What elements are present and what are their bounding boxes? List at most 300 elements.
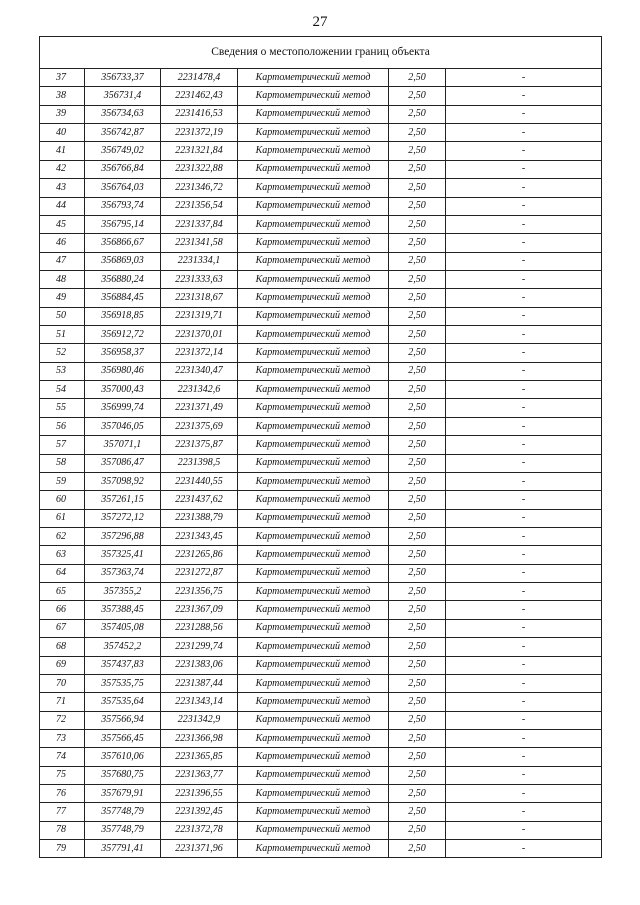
table-row — [40, 179, 602, 197]
table-row — [40, 399, 602, 417]
y-coordinate-cell: 2231392,45 — [161, 803, 238, 821]
point-number-cell: 76 — [40, 785, 85, 803]
method-cell: Картометрический метод — [238, 619, 389, 637]
y-coordinate-cell: 2231462,43 — [161, 87, 238, 105]
description-cell: - — [446, 307, 602, 325]
point-number-cell: 48 — [40, 270, 85, 288]
y-coordinate-cell: 2231272,87 — [161, 564, 238, 582]
x-coordinate-cell: 357098,92 — [85, 472, 161, 490]
accuracy-cell: 2,50 — [389, 674, 446, 692]
x-coordinate-cell: 357610,06 — [85, 748, 161, 766]
description-cell: - — [446, 399, 602, 417]
x-coordinate-cell: 356731,4 — [85, 87, 161, 105]
y-coordinate-cell: 2231372,19 — [161, 124, 238, 142]
point-number-cell: 57 — [40, 436, 85, 454]
method-cell: Картометрический метод — [238, 436, 389, 454]
point-number-cell: 72 — [40, 711, 85, 729]
y-coordinate-cell: 2231337,84 — [161, 215, 238, 233]
y-coordinate-cell: 2231372,78 — [161, 821, 238, 839]
description-cell: - — [446, 638, 602, 656]
description-cell: - — [446, 766, 602, 784]
y-coordinate-cell: 2231356,75 — [161, 583, 238, 601]
x-coordinate-cell: 356880,24 — [85, 270, 161, 288]
table-row — [40, 491, 602, 509]
x-coordinate-cell: 357363,74 — [85, 564, 161, 582]
point-number-cell: 52 — [40, 344, 85, 362]
y-coordinate-cell: 2231343,14 — [161, 693, 238, 711]
accuracy-cell: 2,50 — [389, 472, 446, 490]
accuracy-cell: 2,50 — [389, 583, 446, 601]
x-coordinate-cell: 356999,74 — [85, 399, 161, 417]
y-coordinate-cell: 2231398,5 — [161, 454, 238, 472]
description-cell: - — [446, 527, 602, 545]
table-row — [40, 234, 602, 252]
accuracy-cell: 2,50 — [389, 693, 446, 711]
accuracy-cell: 2,50 — [389, 234, 446, 252]
table-caption: Сведения о местоположении границ объекта — [40, 37, 602, 69]
accuracy-cell: 2,50 — [389, 399, 446, 417]
accuracy-cell: 2,50 — [389, 270, 446, 288]
y-coordinate-cell: 2231367,09 — [161, 601, 238, 619]
point-number-cell: 66 — [40, 601, 85, 619]
method-cell: Картометрический метод — [238, 381, 389, 399]
method-cell: Картометрический метод — [238, 234, 389, 252]
method-cell: Картометрический метод — [238, 601, 389, 619]
description-cell: - — [446, 840, 602, 858]
point-number-cell: 74 — [40, 748, 85, 766]
description-cell: - — [446, 583, 602, 601]
table-row — [40, 454, 602, 472]
table-row — [40, 160, 602, 178]
y-coordinate-cell: 2231265,86 — [161, 546, 238, 564]
accuracy-cell: 2,50 — [389, 840, 446, 858]
description-cell: - — [446, 693, 602, 711]
method-cell: Картометрический метод — [238, 840, 389, 858]
point-number-cell: 73 — [40, 729, 85, 747]
y-coordinate-cell: 2231396,55 — [161, 785, 238, 803]
accuracy-cell: 2,50 — [389, 803, 446, 821]
y-coordinate-cell: 2231334,1 — [161, 252, 238, 270]
method-cell: Картометрический метод — [238, 307, 389, 325]
y-coordinate-cell: 2231388,79 — [161, 509, 238, 527]
method-cell: Картометрический метод — [238, 270, 389, 288]
x-coordinate-cell: 356793,74 — [85, 197, 161, 215]
accuracy-cell: 2,50 — [389, 417, 446, 435]
point-number-cell: 79 — [40, 840, 85, 858]
table-row — [40, 87, 602, 105]
point-number-cell: 75 — [40, 766, 85, 784]
table-row — [40, 417, 602, 435]
method-cell: Картометрический метод — [238, 105, 389, 123]
point-number-cell: 60 — [40, 491, 85, 509]
accuracy-cell: 2,50 — [389, 491, 446, 509]
accuracy-cell: 2,50 — [389, 326, 446, 344]
description-cell: - — [446, 748, 602, 766]
method-cell: Картометрический метод — [238, 766, 389, 784]
method-cell: Картометрический метод — [238, 748, 389, 766]
description-cell: - — [446, 564, 602, 582]
method-cell: Картометрический метод — [238, 546, 389, 564]
point-number-cell: 67 — [40, 619, 85, 637]
point-number-cell: 42 — [40, 160, 85, 178]
accuracy-cell: 2,50 — [389, 546, 446, 564]
table-row — [40, 270, 602, 288]
y-coordinate-cell: 2231322,88 — [161, 160, 238, 178]
description-cell: - — [446, 546, 602, 564]
x-coordinate-cell: 357272,12 — [85, 509, 161, 527]
accuracy-cell: 2,50 — [389, 821, 446, 839]
table-row — [40, 674, 602, 692]
table-row — [40, 215, 602, 233]
table-row — [40, 362, 602, 380]
x-coordinate-cell: 356980,46 — [85, 362, 161, 380]
x-coordinate-cell: 356884,45 — [85, 289, 161, 307]
method-cell: Картометрический метод — [238, 656, 389, 674]
table-row — [40, 766, 602, 784]
accuracy-cell: 2,50 — [389, 527, 446, 545]
table-row — [40, 840, 602, 858]
accuracy-cell: 2,50 — [389, 179, 446, 197]
description-cell: - — [446, 234, 602, 252]
table-row — [40, 638, 602, 656]
accuracy-cell: 2,50 — [389, 381, 446, 399]
point-number-cell: 64 — [40, 564, 85, 582]
table-row — [40, 472, 602, 490]
point-number-cell: 44 — [40, 197, 85, 215]
accuracy-cell: 2,50 — [389, 142, 446, 160]
accuracy-cell: 2,50 — [389, 785, 446, 803]
y-coordinate-cell: 2231478,4 — [161, 69, 238, 87]
method-cell: Картометрический метод — [238, 179, 389, 197]
x-coordinate-cell: 356958,37 — [85, 344, 161, 362]
x-coordinate-cell: 356912,72 — [85, 326, 161, 344]
point-number-cell: 55 — [40, 399, 85, 417]
y-coordinate-cell: 2231383,06 — [161, 656, 238, 674]
description-cell: - — [446, 509, 602, 527]
point-number-cell: 63 — [40, 546, 85, 564]
y-coordinate-cell: 2231363,77 — [161, 766, 238, 784]
x-coordinate-cell: 356795,14 — [85, 215, 161, 233]
description-cell: - — [446, 87, 602, 105]
point-number-cell: 59 — [40, 472, 85, 490]
point-number-cell: 53 — [40, 362, 85, 380]
x-coordinate-cell: 357535,64 — [85, 693, 161, 711]
point-number-cell: 50 — [40, 307, 85, 325]
method-cell: Картометрический метод — [238, 638, 389, 656]
description-cell: - — [446, 674, 602, 692]
accuracy-cell: 2,50 — [389, 197, 446, 215]
table-row — [40, 436, 602, 454]
x-coordinate-cell: 356733,37 — [85, 69, 161, 87]
x-coordinate-cell: 357296,88 — [85, 527, 161, 545]
point-number-cell: 47 — [40, 252, 85, 270]
method-cell: Картометрический метод — [238, 69, 389, 87]
point-number-cell: 70 — [40, 674, 85, 692]
description-cell: - — [446, 160, 602, 178]
accuracy-cell: 2,50 — [389, 711, 446, 729]
y-coordinate-cell: 2231387,44 — [161, 674, 238, 692]
table-row — [40, 619, 602, 637]
x-coordinate-cell: 357086,47 — [85, 454, 161, 472]
description-cell: - — [446, 381, 602, 399]
method-cell: Картометрический метод — [238, 711, 389, 729]
x-coordinate-cell: 357566,94 — [85, 711, 161, 729]
method-cell: Картометрический метод — [238, 729, 389, 747]
y-coordinate-cell: 2231371,96 — [161, 840, 238, 858]
table-row — [40, 69, 602, 87]
accuracy-cell: 2,50 — [389, 69, 446, 87]
method-cell: Картометрический метод — [238, 124, 389, 142]
description-cell: - — [446, 124, 602, 142]
method-cell: Картометрический метод — [238, 583, 389, 601]
point-number-cell: 54 — [40, 381, 85, 399]
accuracy-cell: 2,50 — [389, 289, 446, 307]
description-cell: - — [446, 821, 602, 839]
description-cell: - — [446, 197, 602, 215]
point-number-cell: 46 — [40, 234, 85, 252]
table-row — [40, 564, 602, 582]
accuracy-cell: 2,50 — [389, 509, 446, 527]
description-cell: - — [446, 362, 602, 380]
accuracy-cell: 2,50 — [389, 307, 446, 325]
y-coordinate-cell: 2231356,54 — [161, 197, 238, 215]
point-number-cell: 40 — [40, 124, 85, 142]
accuracy-cell: 2,50 — [389, 564, 446, 582]
x-coordinate-cell: 357355,2 — [85, 583, 161, 601]
point-number-cell: 62 — [40, 527, 85, 545]
table-row — [40, 729, 602, 747]
y-coordinate-cell: 2231319,71 — [161, 307, 238, 325]
point-number-cell: 56 — [40, 417, 85, 435]
method-cell: Картометрический метод — [238, 674, 389, 692]
page-number: 27 — [312, 14, 328, 30]
accuracy-cell: 2,50 — [389, 656, 446, 674]
table-caption-row — [40, 37, 602, 69]
method-cell: Картометрический метод — [238, 527, 389, 545]
table-row — [40, 252, 602, 270]
description-cell: - — [446, 803, 602, 821]
method-cell: Картометрический метод — [238, 87, 389, 105]
method-cell: Картометрический метод — [238, 491, 389, 509]
point-number-cell: 49 — [40, 289, 85, 307]
point-number-cell: 39 — [40, 105, 85, 123]
x-coordinate-cell: 356742,87 — [85, 124, 161, 142]
method-cell: Картометрический метод — [238, 509, 389, 527]
description-cell: - — [446, 105, 602, 123]
x-coordinate-cell: 357000,43 — [85, 381, 161, 399]
method-cell: Картометрический метод — [238, 454, 389, 472]
description-cell: - — [446, 344, 602, 362]
x-coordinate-cell: 356734,63 — [85, 105, 161, 123]
y-coordinate-cell: 2231340,47 — [161, 362, 238, 380]
x-coordinate-cell: 357437,83 — [85, 656, 161, 674]
x-coordinate-cell: 356766,84 — [85, 160, 161, 178]
description-cell: - — [446, 417, 602, 435]
y-coordinate-cell: 2231333,63 — [161, 270, 238, 288]
description-cell: - — [446, 142, 602, 160]
table-row — [40, 527, 602, 545]
y-coordinate-cell: 2231440,55 — [161, 472, 238, 490]
y-coordinate-cell: 2231341,58 — [161, 234, 238, 252]
method-cell: Картометрический метод — [238, 160, 389, 178]
accuracy-cell: 2,50 — [389, 638, 446, 656]
accuracy-cell: 2,50 — [389, 748, 446, 766]
y-coordinate-cell: 2231370,01 — [161, 326, 238, 344]
method-cell: Картометрический метод — [238, 344, 389, 362]
x-coordinate-cell: 357748,79 — [85, 803, 161, 821]
x-coordinate-cell: 357046,05 — [85, 417, 161, 435]
x-coordinate-cell: 357679,91 — [85, 785, 161, 803]
table-row — [40, 656, 602, 674]
accuracy-cell: 2,50 — [389, 454, 446, 472]
point-number-cell: 77 — [40, 803, 85, 821]
method-cell: Картометрический метод — [238, 417, 389, 435]
point-number-cell: 61 — [40, 509, 85, 527]
y-coordinate-cell: 2231375,87 — [161, 436, 238, 454]
method-cell: Картометрический метод — [238, 472, 389, 490]
boundary-table — [39, 36, 602, 858]
table-row — [40, 142, 602, 160]
x-coordinate-cell: 357535,75 — [85, 674, 161, 692]
method-cell: Картометрический метод — [238, 142, 389, 160]
y-coordinate-cell: 2231343,45 — [161, 527, 238, 545]
accuracy-cell: 2,50 — [389, 362, 446, 380]
point-number-cell: 58 — [40, 454, 85, 472]
point-number-cell: 68 — [40, 638, 85, 656]
x-coordinate-cell: 356918,85 — [85, 307, 161, 325]
y-coordinate-cell: 2231321,84 — [161, 142, 238, 160]
point-number-cell: 65 — [40, 583, 85, 601]
method-cell: Картометрический метод — [238, 197, 389, 215]
table-row — [40, 803, 602, 821]
x-coordinate-cell: 357388,45 — [85, 601, 161, 619]
point-number-cell: 69 — [40, 656, 85, 674]
point-number-cell: 41 — [40, 142, 85, 160]
y-coordinate-cell: 2231288,56 — [161, 619, 238, 637]
table-row — [40, 307, 602, 325]
description-cell: - — [446, 491, 602, 509]
method-cell: Картометрический метод — [238, 803, 389, 821]
table-row — [40, 124, 602, 142]
table-row — [40, 785, 602, 803]
method-cell: Картометрический метод — [238, 289, 389, 307]
y-coordinate-cell: 2231366,98 — [161, 729, 238, 747]
y-coordinate-cell: 2231365,85 — [161, 748, 238, 766]
point-number-cell: 37 — [40, 69, 85, 87]
description-cell: - — [446, 656, 602, 674]
x-coordinate-cell: 357071,1 — [85, 436, 161, 454]
description-cell: - — [446, 436, 602, 454]
description-cell: - — [446, 785, 602, 803]
table-row — [40, 748, 602, 766]
accuracy-cell: 2,50 — [389, 160, 446, 178]
x-coordinate-cell: 357748,79 — [85, 821, 161, 839]
y-coordinate-cell: 2231437,62 — [161, 491, 238, 509]
table-row — [40, 546, 602, 564]
description-cell: - — [446, 252, 602, 270]
table-row — [40, 693, 602, 711]
accuracy-cell: 2,50 — [389, 215, 446, 233]
table-row — [40, 105, 602, 123]
y-coordinate-cell: 2231299,74 — [161, 638, 238, 656]
y-coordinate-cell: 2231375,69 — [161, 417, 238, 435]
table-row — [40, 509, 602, 527]
table-row — [40, 601, 602, 619]
point-number-cell: 43 — [40, 179, 85, 197]
point-number-cell: 78 — [40, 821, 85, 839]
x-coordinate-cell: 356869,03 — [85, 252, 161, 270]
x-coordinate-cell: 357680,75 — [85, 766, 161, 784]
accuracy-cell: 2,50 — [389, 729, 446, 747]
accuracy-cell: 2,50 — [389, 766, 446, 784]
method-cell: Картометрический метод — [238, 693, 389, 711]
accuracy-cell: 2,50 — [389, 344, 446, 362]
table-row — [40, 821, 602, 839]
description-cell: - — [446, 326, 602, 344]
description-cell: - — [446, 601, 602, 619]
x-coordinate-cell: 357566,45 — [85, 729, 161, 747]
y-coordinate-cell: 2231342,6 — [161, 381, 238, 399]
description-cell: - — [446, 472, 602, 490]
x-coordinate-cell: 357325,41 — [85, 546, 161, 564]
y-coordinate-cell: 2231346,72 — [161, 179, 238, 197]
y-coordinate-cell: 2231372,14 — [161, 344, 238, 362]
description-cell: - — [446, 69, 602, 87]
table-row — [40, 583, 602, 601]
table-row — [40, 344, 602, 362]
point-number-cell: 45 — [40, 215, 85, 233]
table-row — [40, 326, 602, 344]
x-coordinate-cell: 357791,41 — [85, 840, 161, 858]
method-cell: Картометрический метод — [238, 564, 389, 582]
table-row — [40, 381, 602, 399]
accuracy-cell: 2,50 — [389, 105, 446, 123]
x-coordinate-cell: 356764,03 — [85, 179, 161, 197]
point-number-cell: 51 — [40, 326, 85, 344]
y-coordinate-cell: 2231416,53 — [161, 105, 238, 123]
table-row — [40, 289, 602, 307]
x-coordinate-cell: 356866,67 — [85, 234, 161, 252]
x-coordinate-cell: 357405,08 — [85, 619, 161, 637]
method-cell: Картометрический метод — [238, 821, 389, 839]
description-cell: - — [446, 711, 602, 729]
x-coordinate-cell: 356749,02 — [85, 142, 161, 160]
y-coordinate-cell: 2231318,67 — [161, 289, 238, 307]
accuracy-cell: 2,50 — [389, 619, 446, 637]
accuracy-cell: 2,50 — [389, 87, 446, 105]
accuracy-cell: 2,50 — [389, 124, 446, 142]
accuracy-cell: 2,50 — [389, 601, 446, 619]
method-cell: Картометрический метод — [238, 785, 389, 803]
table-row — [40, 711, 602, 729]
accuracy-cell: 2,50 — [389, 436, 446, 454]
table-row — [40, 197, 602, 215]
y-coordinate-cell: 2231342,9 — [161, 711, 238, 729]
x-coordinate-cell: 357452,2 — [85, 638, 161, 656]
method-cell: Картометрический метод — [238, 399, 389, 417]
description-cell: - — [446, 179, 602, 197]
description-cell: - — [446, 289, 602, 307]
description-cell: - — [446, 619, 602, 637]
description-cell: - — [446, 270, 602, 288]
description-cell: - — [446, 215, 602, 233]
point-number-cell: 38 — [40, 87, 85, 105]
accuracy-cell: 2,50 — [389, 252, 446, 270]
method-cell: Картометрический метод — [238, 326, 389, 344]
y-coordinate-cell: 2231371,49 — [161, 399, 238, 417]
x-coordinate-cell: 357261,15 — [85, 491, 161, 509]
point-number-cell: 71 — [40, 693, 85, 711]
